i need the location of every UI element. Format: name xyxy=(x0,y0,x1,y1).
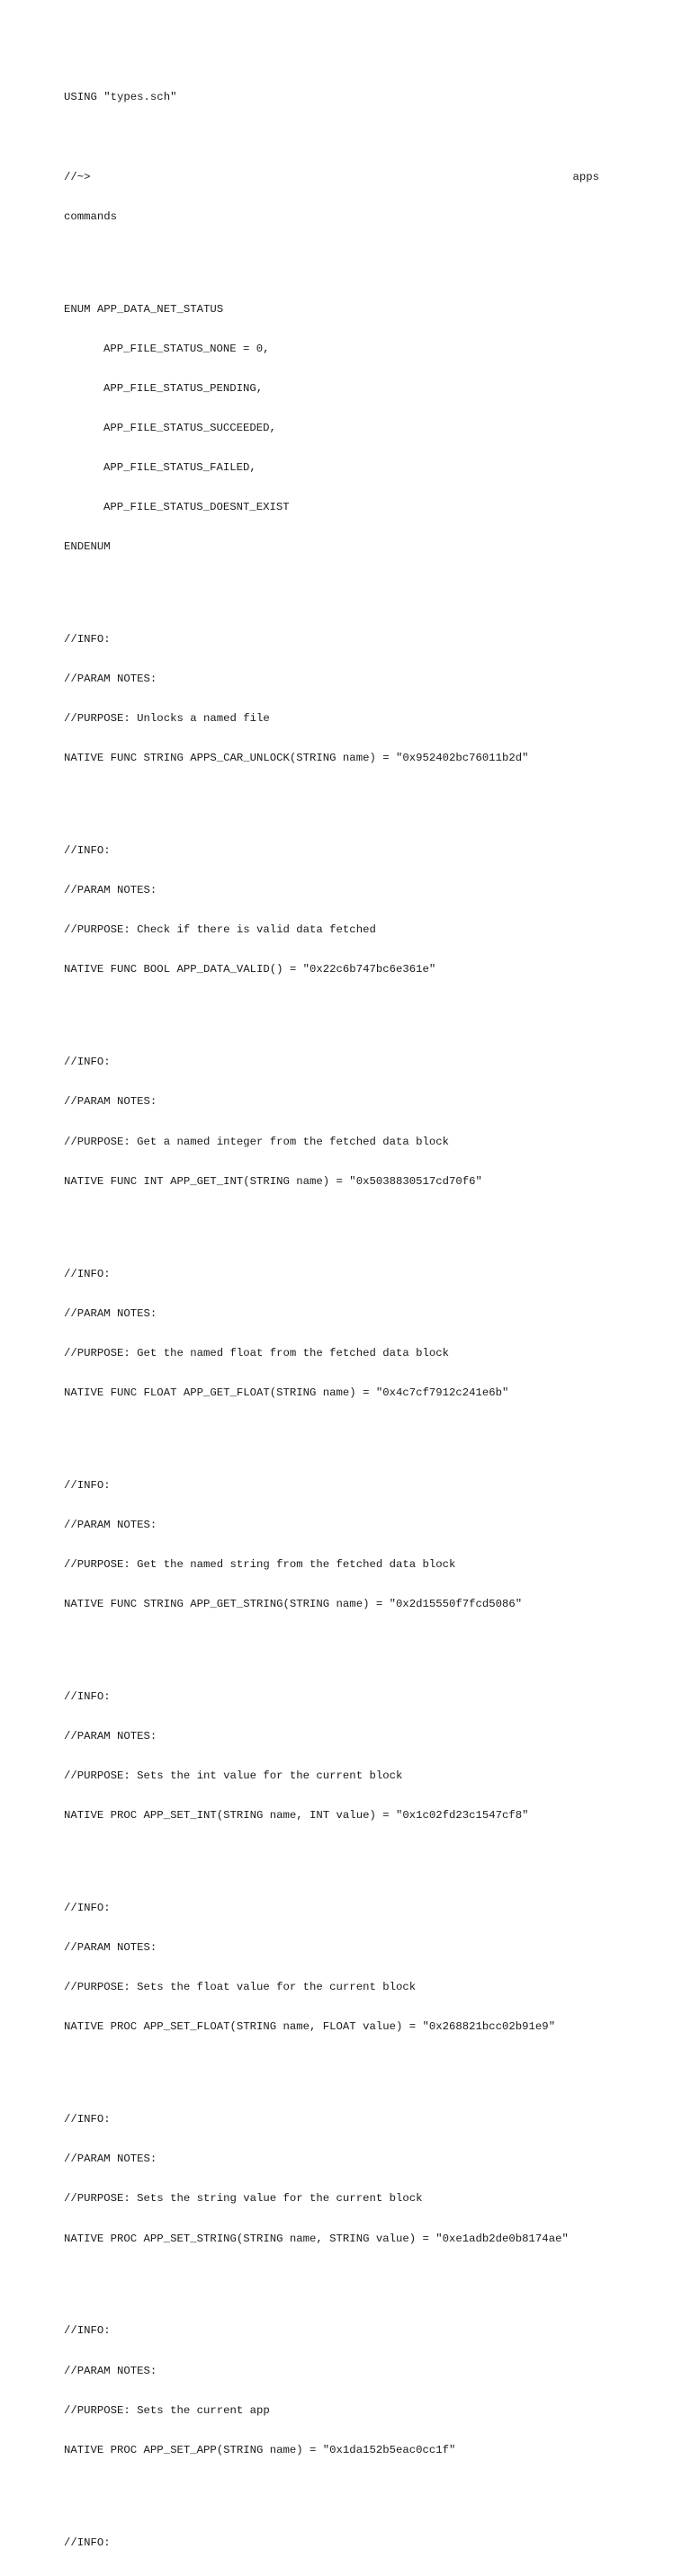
blank-line xyxy=(64,2483,604,2497)
native-declaration: NATIVE FUNC BOOL APP_DATA_VALID() = "0x22c6b747bc6e361e" xyxy=(64,963,436,976)
blank-line xyxy=(64,2272,604,2286)
info-comment: //INFO: xyxy=(64,633,111,646)
native-declaration: NATIVE FUNC INT APP_GET_INT(STRING name) = "0x5038830517cd70f6" xyxy=(64,1174,482,1188)
enum-member: APP_FILE_STATUS_PENDING, xyxy=(103,381,264,395)
header-comment-line xyxy=(64,171,599,184)
enum-open: ENUM APP_DATA_NET_STATUS xyxy=(64,302,224,316)
enum-member: APP_FILE_STATUS_FAILED, xyxy=(103,460,256,474)
blank-line xyxy=(64,250,604,263)
native-declaration: NATIVE FUNC STRING APP_GET_STRING(STRING name) = "0x2d15550f7fcd5086" xyxy=(64,1598,523,1610)
purpose-comment: //PURPOSE: Get the named float from the fetched data block xyxy=(64,1346,450,1359)
trailing-info-comment: //INFO: xyxy=(64,2536,111,2549)
blank-line xyxy=(64,131,604,145)
purpose-comment: //PURPOSE: Sets the int value for the current block xyxy=(64,1769,403,1783)
blank-line xyxy=(64,1637,604,1651)
native-declaration: NATIVE PROC APP_SET_INT(STRING name, INT value) = "0x1c02fd23c1547cf8" xyxy=(64,1809,529,1823)
enum-member: APP_FILE_STATUS_SUCCEEDED, xyxy=(103,421,276,434)
info-comment: //INFO: xyxy=(64,1902,111,1915)
info-comment: //INFO: xyxy=(64,2113,111,2126)
param-notes-comment: //PARAM NOTES: xyxy=(64,1306,157,1320)
enum-member: APP_FILE_STATUS_DOESNT_EXIST xyxy=(103,501,290,514)
header-comment-wrap: commands xyxy=(64,209,118,223)
blank-line xyxy=(64,1215,604,1228)
param-notes-comment: //PARAM NOTES: xyxy=(64,2153,157,2166)
native-declaration: NATIVE FUNC STRING APPS_CAR_UNLOCK(STRING name) = "0x952402bc76011b2d" xyxy=(64,752,529,765)
code-listing xyxy=(64,65,604,2576)
header-comment-left: //~> xyxy=(64,170,91,183)
native-declaration: NATIVE PROC APP_SET_STRING(STRING name, STRING value) = "0xe1adb2de0b8174ae" xyxy=(64,2232,569,2245)
purpose-comment: //PURPOSE: Sets the string value for the current block xyxy=(64,2192,423,2206)
purpose-comment: //PURPOSE: Check if there is valid data fetched xyxy=(64,923,376,937)
using-line: USING "types.sch" xyxy=(64,91,177,104)
param-notes-comment: //PARAM NOTES: xyxy=(64,1941,157,1955)
param-notes-comment: //PARAM NOTES: xyxy=(64,1729,157,1743)
purpose-comment: //PURPOSE: Get a named integer from the fetched data block xyxy=(64,1135,450,1148)
blank-line xyxy=(64,1849,604,1862)
native-declaration: NATIVE PROC APP_SET_FLOAT(STRING name, FLOAT value) = "0x268821bcc02b91e9" xyxy=(64,2020,556,2034)
param-notes-comment: //PARAM NOTES: xyxy=(64,884,157,897)
blank-line xyxy=(64,1003,604,1017)
blank-line xyxy=(64,791,604,805)
native-declaration: NATIVE FUNC FLOAT APP_GET_FLOAT(STRING name) = "0x4c7cf7912c241e6b" xyxy=(64,1386,509,1399)
info-comment: //INFO: xyxy=(64,1689,111,1703)
header-comment-right: apps xyxy=(572,170,599,183)
param-notes-comment: //PARAM NOTES: xyxy=(64,1095,157,1109)
enum-close: ENDENUM xyxy=(64,540,111,554)
enum-member: APP_FILE_STATUS_NONE = 0, xyxy=(103,342,270,355)
purpose-comment: //PURPOSE: Sets the current app xyxy=(64,2403,270,2417)
param-notes-comment: //PARAM NOTES: xyxy=(64,673,157,686)
blank-line xyxy=(64,580,604,593)
param-notes-comment: //PARAM NOTES: xyxy=(64,1518,157,1531)
purpose-comment: //PURPOSE: Sets the float value for the current block xyxy=(64,1981,417,1994)
param-notes-comment: //PARAM NOTES: xyxy=(64,2364,157,2377)
info-comment: //INFO: xyxy=(64,844,111,858)
purpose-comment: //PURPOSE: Get the named string from the fetched data block xyxy=(64,1557,456,1571)
purpose-comment: //PURPOSE: Unlocks a named file xyxy=(64,712,270,726)
blank-line xyxy=(64,1426,604,1440)
info-comment: //INFO: xyxy=(64,1267,111,1280)
native-declaration: NATIVE PROC APP_SET_APP(STRING name) = "0x1da152b5eac0cc1f" xyxy=(64,2443,456,2456)
blank-line xyxy=(64,2060,604,2073)
info-comment: //INFO: xyxy=(64,2324,111,2338)
info-comment: //INFO: xyxy=(64,1478,111,1492)
info-comment: //INFO: xyxy=(64,1056,111,1069)
